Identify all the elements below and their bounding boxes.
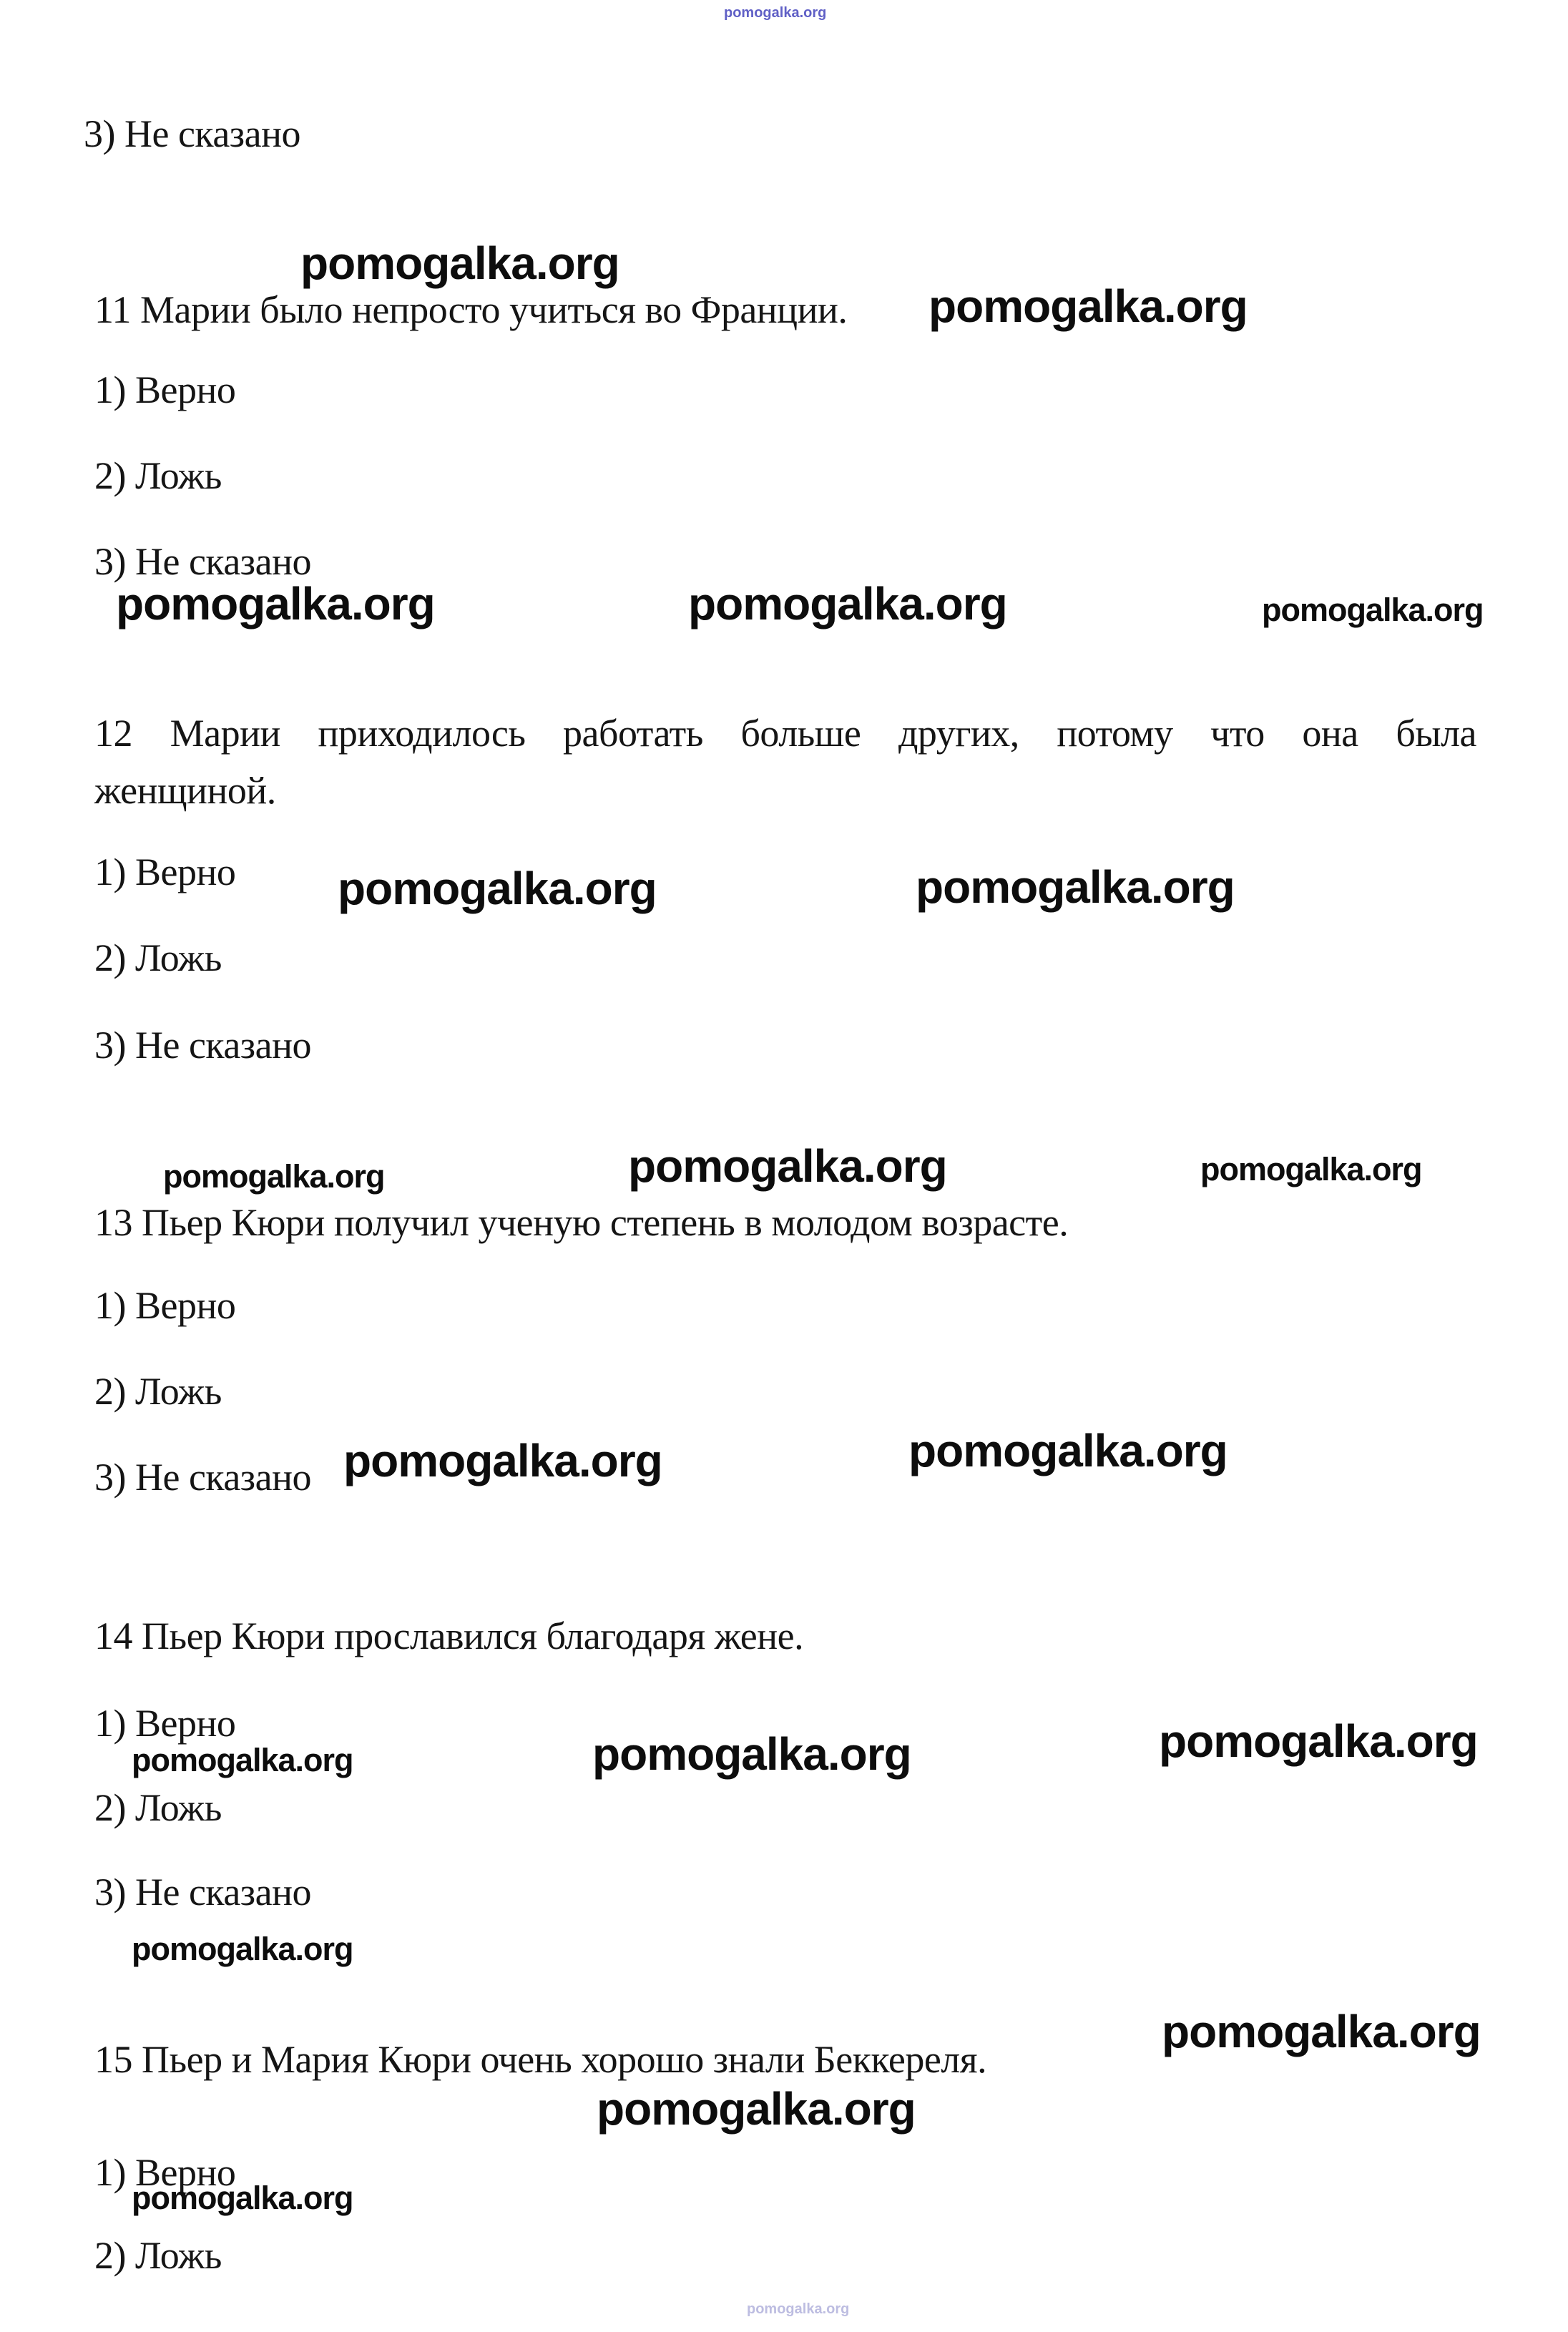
watermark: pomogalka.org: [597, 2083, 916, 2135]
watermark: pomogalka.org: [628, 1140, 947, 1192]
question-13-text: 13 Пьер Кюри получил ученую степень в молодом возрасте.: [94, 1201, 1069, 1244]
watermark: pomogalka.org: [688, 578, 1007, 629]
option-q11-2: 2) Ложь: [94, 454, 222, 497]
question-12-text-line2: женщиной.: [94, 769, 276, 812]
watermark: pomogalka.org: [132, 2180, 353, 2216]
option-q10-3: 3) Не сказано: [84, 112, 300, 155]
question-12-text-line1: 12 Марии приходилось работать больше других, потому что она была: [94, 712, 1476, 755]
watermark: pomogalka.org: [116, 578, 435, 629]
watermark: pomogalka.org: [928, 280, 1248, 332]
watermark: pomogalka.org: [343, 1435, 662, 1486]
question-14-text: 14 Пьер Кюри прославился благодаря жене.: [94, 1615, 804, 1657]
option-q12-2: 2) Ложь: [94, 936, 222, 979]
option-q11-1: 1) Верно: [94, 368, 236, 411]
watermark: pomogalka.org: [1159, 1715, 1478, 1767]
watermark: pomogalka.org: [1200, 1151, 1422, 1187]
option-q13-2: 2) Ложь: [94, 1370, 222, 1413]
watermark: pomogalka.org: [592, 1728, 911, 1780]
watermark: pomogalka.org: [908, 1425, 1228, 1476]
option-q13-1: 1) Верно: [94, 1284, 236, 1327]
option-q12-3: 3) Не сказано: [94, 1024, 311, 1067]
option-q12-1: 1) Верно: [94, 851, 236, 893]
watermark: pomogalka.org: [1162, 2006, 1481, 2057]
watermark: pomogalka.org: [132, 1931, 353, 1967]
watermark: pomogalka.org: [300, 237, 619, 289]
watermark: pomogalka.org: [163, 1158, 385, 1195]
watermark: pomogalka.org: [132, 1742, 353, 1778]
option-q13-3: 3) Не сказано: [94, 1456, 311, 1499]
option-q15-1: 1) Верно: [94, 2151, 236, 2194]
option-q11-3: 3) Не сказано: [94, 540, 311, 583]
option-q14-2: 2) Ложь: [94, 1786, 222, 1829]
watermark: pomogalka.org: [916, 861, 1235, 913]
watermark: pomogalka.org: [338, 863, 657, 914]
option-q15-2: 2) Ложь: [94, 2234, 222, 2277]
option-q14-1: 1) Верно: [94, 1702, 236, 1745]
watermark-top-tiny: pomogalka.org: [724, 5, 827, 21]
question-15-text: 15 Пьер и Мария Кюри очень хорошо знали Беккереля.: [94, 2038, 987, 2081]
watermark-bottom-tiny: pomogalka.org: [747, 2301, 850, 2317]
watermark: pomogalka.org: [1262, 592, 1484, 628]
question-11-text: 11 Марии было непросто учиться во Франции.: [94, 288, 848, 331]
option-q14-3: 3) Не сказано: [94, 1871, 311, 1914]
